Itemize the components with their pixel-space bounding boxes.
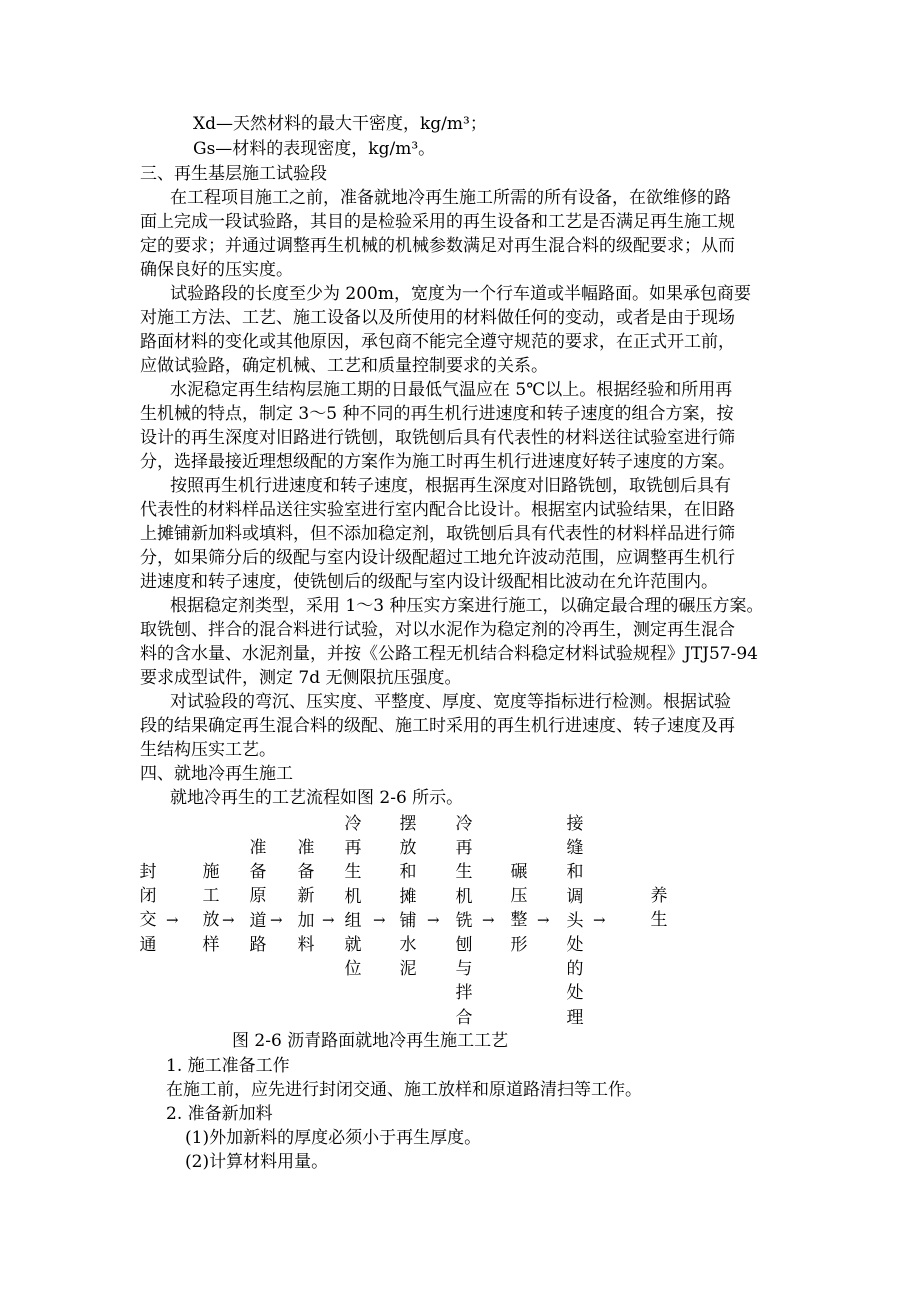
paragraph-line: 取铣刨、拌合的混合料进行试验，对以水泥作为稳定剂的冷再生，测定再生混合	[140, 620, 735, 640]
paragraph-line: 在施工前，应先进行封闭交通、施工放样和原道路清扫等工作。	[166, 1080, 642, 1100]
paragraph-line: 在工程项目施工之前，准备就地冷再生施工所需的所有设备，在欲维修的路	[170, 188, 731, 208]
formula-line-gs: Gs—材料的表现密度，kg/m³。	[193, 139, 436, 159]
paragraph-line: 定的要求；并通过调整再生机械的机械参数满足对再生混合料的级配要求；从而	[140, 236, 735, 256]
arrow-icon: →	[593, 911, 606, 929]
paragraph-line: 生结构压实工艺。	[140, 740, 276, 760]
flow-step: 准备原道路	[249, 838, 267, 955]
paragraph-line: 要求成型试件，测定 7d 无侧限抗压强度。	[140, 668, 462, 688]
figure-caption: 图 2-6 沥青路面就地冷再生施工工艺	[232, 1031, 509, 1051]
flow-step: 准备新加料	[297, 838, 315, 955]
flow-step: 封闭交通	[139, 862, 157, 955]
arrow-icon: →	[427, 911, 440, 929]
paragraph-line: 应做试验路，确定机械、工艺和质量控制要求的关系。	[140, 356, 548, 376]
paragraph-line: 试验路段的长度至少为 200m，宽度为一个行车道或半幅路面。如果承包商要	[170, 284, 751, 304]
list-item: (1)外加新料的厚度必须小于再生厚度。	[185, 1128, 482, 1148]
flow-step: 冷再生机铣刨与拌合	[455, 814, 473, 1028]
paragraph-line: 水泥稳定再生结构层施工期的日最低气温应在 5℃以上。根据经验和所用再	[170, 380, 733, 400]
section-heading-4: 四、就地冷再生施工	[140, 764, 293, 784]
list-item: (2)计算材料用量。	[185, 1152, 329, 1172]
paragraph-line: 面上完成一段试验路，其目的是检验采用的再生设备和工艺是否满足再生施工规	[140, 212, 735, 232]
paragraph-line: 代表性的材料样品送往实验室进行室内配合比设计。根据室内试验结果，在旧路	[140, 500, 735, 520]
arrow-icon: →	[222, 911, 235, 929]
paragraph-line: 按照再生机行进速度和转子速度，根据再生深度对旧路铣刨，取铣刨后具有	[170, 476, 731, 496]
flow-step: 摆放和摊铺水泥	[399, 814, 417, 980]
flow-step: 碾压整形	[510, 862, 528, 955]
paragraph-line: 上摊铺新加料或填料，但不添加稳定剂，取铣刨后具有代表性的材料样品进行筛	[140, 524, 735, 544]
paragraph-line: 对施工方法、工艺、施工设备以及所使用的材料做任何的变动，或者是由于现场	[140, 308, 735, 328]
arrow-icon: →	[373, 911, 386, 929]
flow-step: 冷再生机组就位	[344, 814, 362, 980]
paragraph-line: 设计的再生深度对旧路进行铣刨，取铣刨后具有代表性的材料送往试验室进行筛	[140, 428, 735, 448]
paragraph-line: 生机械的特点，制定 3～5 种不同的再生机行进速度和转子速度的组合方案，按	[140, 404, 734, 424]
paragraph-line: 分，如果筛分后的级配与室内设计级配超过工地允许波动范围，应调整再生机行	[140, 548, 735, 568]
paragraph-line: 料的含水量、水泥剂量，并按《公路工程无机结合料稳定材料试验规程》JTJ57-94	[140, 644, 758, 664]
arrow-icon: →	[166, 911, 179, 929]
section-heading-3: 三、再生基层施工试验段	[140, 164, 327, 184]
paragraph-line: 路面材料的变化或其他原因，承包商不能完全遵守规范的要求，在正式开工前，	[140, 332, 735, 352]
paragraph-line: 段的结果确定再生混合料的级配、施工时采用的再生机行进速度、转子速度及再	[140, 716, 735, 736]
paragraph-line: 进速度和转子速度，使铣刨后的级配与室内设计级配相比波动在允许范围内。	[140, 572, 718, 592]
formula-line-xd: Xd—天然材料的最大干密度，kg/m³；	[193, 114, 487, 134]
paragraph-line: 确保良好的压实度。	[140, 260, 293, 280]
paragraph-line: 分，选择最接近理想级配的方案作为施工时再生机行进速度好转子速度的方案。	[140, 452, 735, 472]
subheading-2: 2. 准备新加料	[166, 1104, 273, 1124]
flow-step: 接缝和调头处的处理	[566, 814, 584, 1028]
paragraph-line: 根据稳定剂类型，采用 1～3 种压实方案进行施工，以确定最合理的碾压方案。	[170, 596, 764, 616]
arrow-icon: →	[270, 911, 283, 929]
flow-step: 施工放样	[202, 862, 220, 955]
subheading-1: 1. 施工准备工作	[166, 1056, 290, 1076]
arrow-icon: →	[322, 911, 335, 929]
paragraph-line: 对试验段的弯沉、压实度、平整度、厚度、宽度等指标进行检测。根据试验	[170, 692, 731, 712]
flow-step: 养生	[650, 886, 668, 931]
paragraph-line: 就地冷再生的工艺流程如图 2-6 所示。	[170, 788, 464, 808]
arrow-icon: →	[537, 911, 550, 929]
arrow-icon: →	[482, 911, 495, 929]
